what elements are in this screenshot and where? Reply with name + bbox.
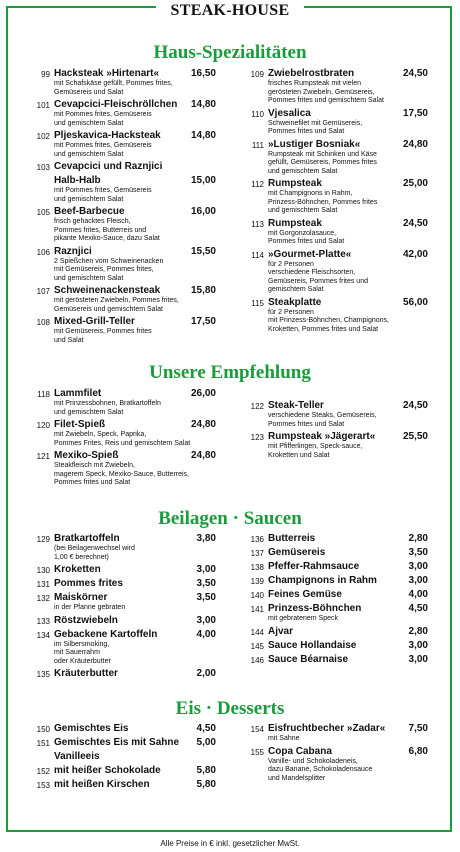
item-price: 16,50 xyxy=(190,68,216,79)
item-name: Rumpsteak xyxy=(268,178,322,189)
item-name: Halb-Halb xyxy=(54,175,101,186)
item-description: Prinzess-Böhnchen, Pommes frites xyxy=(268,198,378,206)
item-description: Pommes frites, Butterreis und xyxy=(54,226,147,234)
item-name: Hacksteak »Hirtenart« xyxy=(54,68,160,79)
menu-item xyxy=(30,246,216,286)
item-name: Steak-Teller xyxy=(268,400,324,411)
item-name: Röstzwiebeln xyxy=(54,614,118,626)
item-description: Pommes frites und Salat xyxy=(54,479,131,486)
item-description: dazu Banane, Schokoladensauce xyxy=(268,766,373,773)
item-number: 146 xyxy=(250,655,264,665)
item-price: 26,00 xyxy=(190,388,216,399)
menu-item xyxy=(30,285,216,316)
item-number: 118 xyxy=(37,390,50,399)
section-title: Beilagen · Saucen xyxy=(158,508,302,529)
item-name: »Lustiger Bosniak« xyxy=(268,138,361,150)
item-number: 112 xyxy=(251,180,264,189)
item-name: mit heißen Kirschen xyxy=(54,779,150,790)
menu-item xyxy=(30,779,216,793)
item-description: oder Kräuterbutter xyxy=(54,657,111,665)
item-description: mit Gemüsereis, Pommes frites xyxy=(54,328,152,335)
menu-item xyxy=(244,575,428,589)
item-description: und gemischtem Salat xyxy=(54,408,124,416)
item-price: 5,80 xyxy=(196,765,216,776)
item-price: 56,00 xyxy=(402,296,428,308)
item-number: 101 xyxy=(36,101,50,110)
item-name: Gemischtes Eis xyxy=(54,723,129,734)
item-number: 106 xyxy=(36,247,50,257)
item-number: 109 xyxy=(250,70,264,79)
menu-item xyxy=(244,654,428,668)
item-name: Raznjici xyxy=(54,245,92,257)
item-number: 140 xyxy=(250,591,264,600)
menu-item xyxy=(30,533,216,564)
item-price: 25,50 xyxy=(402,431,428,442)
item-price: 15,50 xyxy=(190,245,216,257)
item-name: Zwiebelrostbraten xyxy=(268,68,355,79)
menu-item xyxy=(30,316,216,347)
item-price: 15,00 xyxy=(190,175,216,186)
item-name: Butterreis xyxy=(268,533,316,544)
page-title: STEAK-HOUSE xyxy=(156,0,304,22)
item-name: Gemüsereis xyxy=(268,547,326,558)
item-name: Prinzess-Böhnchen xyxy=(268,603,362,614)
item-name: Schweinenackensteak xyxy=(54,285,161,296)
item-number: 139 xyxy=(250,577,264,586)
item-name: Cevapcici-Fleischröllchen xyxy=(54,99,178,110)
item-price: 3,00 xyxy=(196,564,216,575)
item-number: 134 xyxy=(36,630,50,640)
item-number: 105 xyxy=(36,208,50,217)
item-price: 16,00 xyxy=(190,206,216,217)
item-description: Kroketten und Salat xyxy=(268,451,330,459)
item-price: 4,00 xyxy=(408,589,428,600)
item-description: mit Schafskäse gefüllt, Pommes frites, xyxy=(54,80,173,87)
item-name: Bratkartoffeln xyxy=(54,533,120,544)
item-description: Pommes Frites, Reis und gemischtem Salat xyxy=(54,439,191,447)
item-number: 102 xyxy=(36,132,50,141)
item-description: verschiedene Fleischsorten, xyxy=(268,269,356,276)
item-number: 137 xyxy=(250,549,264,558)
item-description: mit Sauerrahm xyxy=(54,649,100,656)
item-number: 135 xyxy=(36,670,50,679)
item-number: 152 xyxy=(36,767,50,776)
menu-item xyxy=(30,99,216,130)
menu-item xyxy=(244,249,428,297)
item-number: 114 xyxy=(251,250,264,260)
menu-item xyxy=(244,218,428,249)
section-title: Haus-Spezialitäten xyxy=(153,42,307,63)
item-description: pikante Mexiko-Sauce, dazu Salat xyxy=(54,235,160,242)
item-price: 14,80 xyxy=(190,99,216,110)
item-description: und Salat xyxy=(54,336,84,344)
item-number: 153 xyxy=(36,781,50,790)
item-price: 3,50 xyxy=(196,592,216,603)
item-number: 122 xyxy=(250,402,264,411)
item-number: 120 xyxy=(36,421,50,430)
item-name: Vjesalica xyxy=(268,107,311,119)
item-price: 24,50 xyxy=(402,400,428,411)
menu-item xyxy=(244,589,428,603)
menu-item xyxy=(244,400,428,431)
menu-item xyxy=(30,68,216,99)
section-title: Eis · Desserts xyxy=(175,698,285,719)
item-number: 130 xyxy=(36,566,50,575)
menu-item xyxy=(30,578,216,592)
menu-item xyxy=(244,723,428,746)
item-description: Steakfleisch mit Zwiebeln, xyxy=(54,462,135,469)
item-name: Eisfruchtbecher »Zadar« xyxy=(268,723,386,734)
item-number: 129 xyxy=(36,535,50,544)
item-number: 113 xyxy=(251,219,264,229)
item-price: 2,80 xyxy=(408,625,428,637)
item-number: 132 xyxy=(36,594,50,603)
item-description: magerem Speck, Mexiko-Sauce, Butterreis, xyxy=(54,470,189,478)
item-price: 17,50 xyxy=(190,316,216,327)
item-description: Pommes frites und Salat xyxy=(268,128,345,135)
menu-item xyxy=(244,533,428,547)
menu-item xyxy=(30,175,216,206)
item-number: 141 xyxy=(250,605,264,614)
menu-item xyxy=(244,431,428,462)
menu-item xyxy=(244,561,428,575)
item-name: Ajvar xyxy=(268,625,294,637)
item-name: Pfeffer-Rahmsauce xyxy=(268,561,360,572)
menu-item xyxy=(244,746,428,786)
item-number: 107 xyxy=(36,287,50,296)
item-description: gefüllt, Gemüsereis, Pommes frites xyxy=(268,159,377,166)
item-number: 115 xyxy=(251,298,264,308)
item-description: mit Prinzess-Böhnchen, Champignons, xyxy=(268,317,390,324)
item-name: Pommes frites xyxy=(54,578,123,589)
item-name: Feines Gemüse xyxy=(268,589,342,600)
item-description: gemischtem Salat xyxy=(268,286,324,293)
item-description: mit Pfifferlingen, Speck-sauce, xyxy=(268,443,363,450)
item-description: Gemüsereis, Pommes frites und xyxy=(268,277,368,285)
item-price: 3,00 xyxy=(196,614,216,626)
item-description: (bei Beilagenwechsel wird xyxy=(54,545,135,552)
menu-item xyxy=(30,161,216,175)
menu-item xyxy=(30,419,216,450)
menu-item xyxy=(30,723,216,737)
item-number: 136 xyxy=(250,535,264,544)
menu-item xyxy=(30,737,216,751)
menu-item xyxy=(244,626,428,640)
item-name: Rumpsteak »Jägerart« xyxy=(268,431,376,442)
item-price: 42,00 xyxy=(402,248,428,260)
item-description: Pommes frites und gemischtem Salat xyxy=(268,97,384,104)
item-number: 155 xyxy=(250,747,264,757)
item-description: mit Pommes frites, Gemüsereis xyxy=(54,111,152,118)
item-price: 5,80 xyxy=(196,779,216,790)
item-number: 121 xyxy=(36,452,50,461)
item-description: mit Zwiebeln, Speck, Paprika, xyxy=(54,431,147,438)
item-number: 108 xyxy=(36,318,50,327)
item-description: Pommes frites und Salat xyxy=(268,238,345,245)
menu-item xyxy=(30,615,216,629)
item-description: Pommes frites und Salat xyxy=(268,420,345,428)
section-title: Unsere Empfehlung xyxy=(149,362,311,383)
item-price: 25,00 xyxy=(402,178,428,189)
item-description: und gemischtem Salat xyxy=(54,150,124,158)
item-number: 111 xyxy=(251,140,264,150)
item-price: 3,80 xyxy=(196,533,216,544)
item-name: Sauce Hollandaise xyxy=(268,639,357,651)
item-name: »Gourmet-Platte« xyxy=(268,248,352,260)
item-description: mit Gorgonzolasauce, xyxy=(268,229,337,237)
menu-item xyxy=(244,68,428,108)
menu-item xyxy=(244,108,428,139)
item-name: Filet-Spieß xyxy=(54,419,106,430)
item-price: 2,80 xyxy=(408,533,428,544)
item-description: und gemischtem Salat xyxy=(54,195,124,203)
item-description: und gemischtem Salat xyxy=(268,207,338,214)
item-description: mit Prinzessbohnen, Bratkartoffeln xyxy=(54,400,161,407)
menu-item xyxy=(30,751,216,765)
item-price: 15,80 xyxy=(190,285,216,296)
menu-item xyxy=(244,603,428,626)
item-number: 145 xyxy=(250,641,264,651)
item-price: 2,00 xyxy=(196,668,216,679)
menu-item xyxy=(30,564,216,578)
item-description: Gemüsereis und gemischtem Salat xyxy=(54,305,163,313)
menu-item xyxy=(30,206,216,246)
menu-item xyxy=(244,139,428,179)
item-price: 24,50 xyxy=(402,68,428,79)
item-price: 3,50 xyxy=(408,547,428,558)
price-footnote: Alle Preise in € inkl. gesetzlicher MwSt. xyxy=(160,839,300,848)
item-price: 24,50 xyxy=(402,217,428,229)
menu-item xyxy=(30,629,216,669)
item-price: 4,50 xyxy=(196,723,216,734)
item-description: mit Gemüsereis, Pommes frites, xyxy=(54,266,154,273)
item-name: Rumpsteak xyxy=(268,217,322,229)
item-name: Kroketten xyxy=(54,564,101,575)
item-description: Schweinefilet mit Gemüsereis, xyxy=(268,119,363,127)
item-price: 3,00 xyxy=(408,575,428,586)
item-description: Gemüsereis und Salat xyxy=(54,88,124,96)
item-name: Gemischtes Eis mit Sahne xyxy=(54,737,180,748)
item-name: Vanilleeis xyxy=(54,751,100,762)
item-price: 24,80 xyxy=(190,450,216,461)
item-description: Vanille- und Schokoladeneis, xyxy=(268,757,358,765)
item-price: 4,50 xyxy=(408,603,428,614)
item-price: 7,50 xyxy=(408,723,428,734)
item-number: 150 xyxy=(36,725,50,734)
item-number: 144 xyxy=(250,627,264,637)
item-name: Mexiko-Spieß xyxy=(54,450,119,461)
item-number: 133 xyxy=(36,616,50,626)
item-description: und gemischtem Salat xyxy=(268,167,338,175)
menu-item xyxy=(30,765,216,779)
item-number: 123 xyxy=(250,433,264,442)
item-name: Kräuterbutter xyxy=(54,668,118,679)
item-name: Lammfilet xyxy=(54,388,102,399)
item-description: und Mandelsplitter xyxy=(268,774,326,782)
menu-item xyxy=(244,640,428,654)
item-name: Mixed-Grill-Teller xyxy=(54,316,135,327)
item-number: 154 xyxy=(250,725,264,734)
item-description: Rumpsteak mit Schinken und Käse xyxy=(268,150,377,158)
item-price: 3,50 xyxy=(196,578,216,589)
item-description: im Silbersmoking, xyxy=(54,640,110,648)
item-price: 24,80 xyxy=(190,419,216,430)
item-description: mit Champignons in Rahm, xyxy=(268,190,353,197)
item-name: Maiskörner xyxy=(54,592,108,603)
item-name: mit heißer Schokolade xyxy=(54,765,161,776)
item-number: 131 xyxy=(36,580,50,589)
item-name: Pljeskavica-Hacksteak xyxy=(54,130,161,141)
item-price: 17,50 xyxy=(402,107,428,119)
item-name: Steakplatte xyxy=(268,296,322,308)
menu-item xyxy=(30,450,216,490)
item-price: 3,00 xyxy=(408,653,428,665)
menu-item xyxy=(244,297,428,337)
item-price: 6,80 xyxy=(408,745,428,757)
item-description: für 2 Personen xyxy=(268,308,314,316)
item-name: Gebackene Kartoffeln xyxy=(54,628,158,640)
menu-item xyxy=(30,592,216,615)
item-description: mit gerösteten Zwiebeln, Pommes frites, xyxy=(54,297,179,304)
menu-item xyxy=(30,388,216,419)
item-description: 1,00 € berechnet) xyxy=(54,553,109,561)
item-description: mit Pommes frites, Gemüsereis xyxy=(54,142,152,149)
item-price: 4,00 xyxy=(196,628,216,640)
item-description: und gemischtem Salat xyxy=(54,274,124,282)
item-price: 14,80 xyxy=(190,130,216,141)
item-description: mit gebratenem Speck xyxy=(268,615,339,622)
item-description: und gemischtem Salat xyxy=(54,119,124,127)
item-description: frisches Rumpsteak mit vielen xyxy=(268,80,361,87)
item-description: frisch gehacktes Fleisch, xyxy=(54,218,131,225)
item-description: in der Pfanne gebraten xyxy=(54,604,126,611)
item-number: 110 xyxy=(251,109,264,119)
item-description: für 2 Personen xyxy=(268,260,314,268)
menu-item xyxy=(244,547,428,561)
menu-item xyxy=(244,178,428,218)
item-price: 24,80 xyxy=(402,138,428,150)
item-description: 2 Spießchen vom Schweinenacken xyxy=(54,257,164,265)
item-price: 3,00 xyxy=(408,639,428,651)
item-price: 3,00 xyxy=(408,561,428,572)
item-description: mit Pommes frites, Gemüsereis xyxy=(54,187,152,194)
item-description: Kroketten, Pommes frites und Salat xyxy=(268,325,379,333)
item-number: 103 xyxy=(36,163,50,172)
item-number: 138 xyxy=(250,563,264,572)
item-name: Cevapcici und Raznjici xyxy=(54,161,163,172)
item-description: verschiedene Steaks, Gemüsereis, xyxy=(268,412,377,419)
item-price: 5,00 xyxy=(196,737,216,748)
item-name: Copa Cabana xyxy=(268,745,332,757)
menu-item xyxy=(30,668,216,682)
item-number: 151 xyxy=(36,739,50,748)
item-description: mit Sahne xyxy=(268,735,300,742)
item-description: gerösteten Zwiebeln, Gemüsereis, xyxy=(268,88,375,96)
menu-item xyxy=(30,130,216,161)
item-name: Champignons in Rahm xyxy=(268,575,377,586)
item-name: Sauce Béarnaise xyxy=(268,653,349,665)
item-number: 99 xyxy=(41,70,50,79)
item-name: Beef-Barbecue xyxy=(54,206,125,217)
